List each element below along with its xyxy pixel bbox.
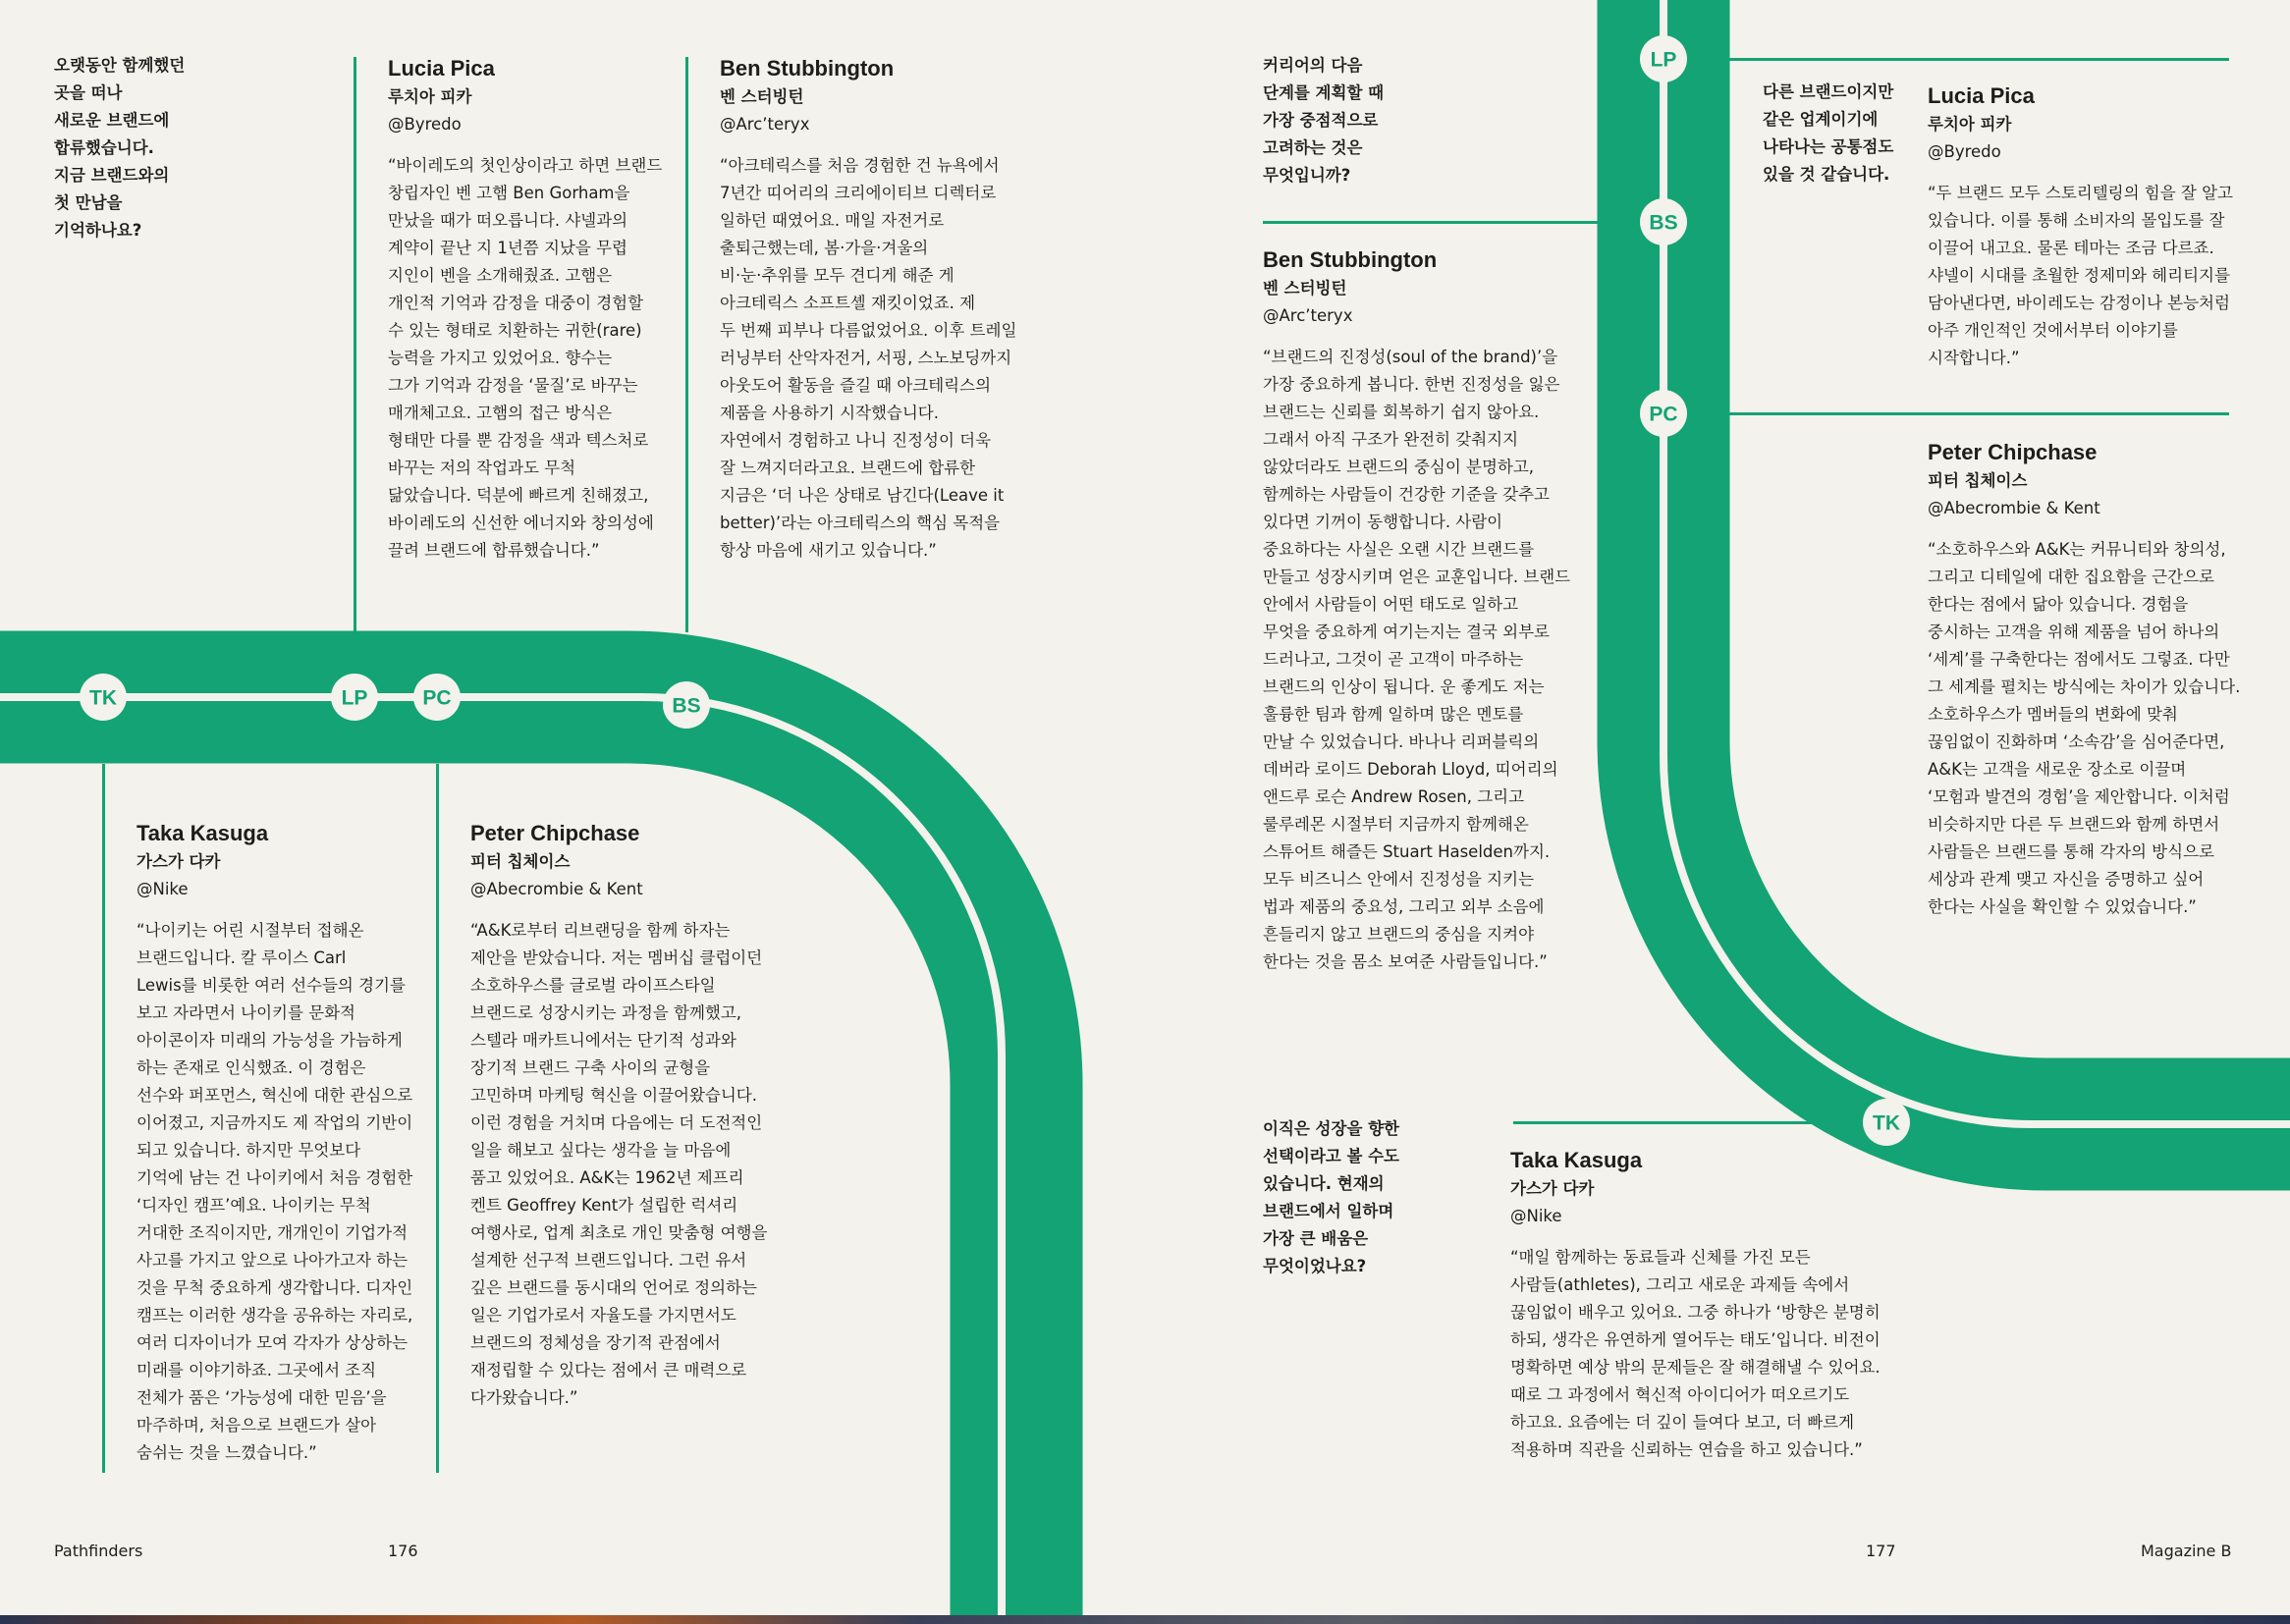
connector-ben-left <box>685 57 688 632</box>
person-name: Ben Stubbington <box>720 56 895 81</box>
footer-section-title: Pathfinders <box>54 1542 143 1560</box>
station-bs-left <box>663 681 710 729</box>
station-label-pc: PC <box>1649 403 1678 426</box>
quote-text: “브랜드의 진정성(soul of the brand)’을 가장 중요하게 봅니다. 한번 진정성을 잃은 브랜드는 신뢰를 회복하기 쉽지 않아요. 그래서 아직 구조가 완전히 갖춰지지 않았더라도 브랜드의 중심이 분명하고, 함께하는 사람들이 건강한 기준을 갖추고 있다면 기꺼이 동행합니다. 사람이 중요하다는 사실은 오랜 시간 브랜드를 만들고 성장시키며 얻은 교훈입니다. 브랜드 안에서 사람들이 어떤 태도로 일하고 무엇을 중요하게 여기는지는 결국 외부로 드러나고, 그것이 곧 고객이 마주하는 브랜드의 인상이 됩니다. 운 좋게도 저는 훌륭한 팀과 함께 일하며 많은 멘토를 만날 수 있었습니다. 바나나 리퍼블릭의 데버라 로이드 Deborah Lloyd, 띠어리의 앤드루 로슨 Andrew Rosen, 그리고 룰루레몬 시절부터 지금까지 함께해온 스튜어트 해즐든 Stuart Haselden까지. 모두 비즈니스 안에서 진정성을 지키는 법과 제품의 중요성, 그리고 외부 소음에 흔들리지 않고 브랜드의 중심을 지켜야 한다는 것을 몸소 보여준 사람들입니다.” <box>1263 348 1571 971</box>
station-pc-left <box>413 674 461 721</box>
station-label-lp: LP <box>341 686 368 710</box>
profile-peter-chipchase-right <box>1928 438 2262 921</box>
person-korean-name: 피터 칩체이스 <box>1928 471 2028 490</box>
profile-lucia-pica-left <box>388 54 682 565</box>
station-label-tk: TK <box>89 686 117 710</box>
person-name: Peter Chipchase <box>470 821 640 845</box>
person-korean-name: 피터 칩체이스 <box>470 852 571 871</box>
page-number-right: 177 <box>1866 1542 1896 1560</box>
person-korean-name: 벤 스터빙턴 <box>1263 279 1347 298</box>
person-korean-name: 벤 스터빙턴 <box>720 87 804 106</box>
station-label-pc: PC <box>422 686 452 710</box>
person-korean-name: 가스가 다카 <box>1510 1179 1595 1198</box>
quote-text: “아크테릭스를 처음 경험한 건 뉴욕에서 7년간 띠어리의 크리에이티브 디렉터로 일하던 때였어요. 매일 자전거로 출퇴근했는데, 봄·가을·겨울의 비·눈·추위를 모두 견디게 해준 게 아크테릭스 소프트셸 재킷이었죠. 제 두 번째 피부나 다름없었어요. 이후 트레일 러닝부터 산악자전거, 서핑, 스노보딩까지 아웃도어 활동을 즐길 때 아크테릭스의 제품을 사용하기 시작했습니다. 자연에서 경험하고 나니 진정성이 더욱 잘 느껴지더라고요. 브랜드에 합류한 지금은 ‘더 나은 상태로 남긴다(Leave it better)’라는 아크테릭스의 핵심 목적을 항상 마음에 새기고 있습니다.” <box>720 156 1017 560</box>
person-name: Peter Chipchase <box>1928 440 2098 464</box>
station-label-bs: BS <box>1649 211 1678 235</box>
profile-taka-kasuga-left <box>136 819 431 1467</box>
person-brand: @Nike <box>1510 1207 1562 1225</box>
question-commonality: 다른 브랜드이지만 같은 업계이기에 나타나는 공통점도 있을 것 같습니다. <box>1763 82 1894 184</box>
profile-lucia-pica-right <box>1928 81 2262 372</box>
station-label-tk: TK <box>1873 1111 1900 1135</box>
profile-ben-stubbington-right <box>1263 245 1587 976</box>
connector-taka-right <box>1513 1121 1823 1124</box>
connector-lucia-right <box>1728 58 2229 61</box>
connector-peter-left <box>436 764 439 1473</box>
connector-ben-right <box>1263 221 1601 224</box>
station-lp-right <box>1640 35 1687 82</box>
person-korean-name: 루치아 피카 <box>388 87 472 106</box>
person-name: Taka Kasuga <box>136 821 269 845</box>
person-brand: @Byredo <box>1928 142 2001 161</box>
quote-text: “A&K로부터 리브랜딩을 함께 하자는 제안을 받았습니다. 저는 멤버십 클럽이던 소호하우스를 글로벌 라이프스타일 브랜드로 성장시키는 과정을 함께했고, 스텔라 매카트니에서는 단기적 성과와 장기적 브랜드 구축 사이의 균형을 고민하며 마케팅 혁신을 이끌어왔습니다. 이런 경험을 거치며 다음에는 더 도전적인 일을 해보고 싶다는 생각을 늘 마음에 품고 있었어요. A&K는 1962년 제프리 켄트 Geoffrey Kent가 설립한 럭셔리 여행사로, 업계 최초로 개인 맞춤형 여행을 설계한 선구적 브랜드입니다. 그런 유서 깊은 브랜드를 동시대의 언어로 정의하는 일은 기업가로서 자율도를 가지면서도 브랜드의 정체성을 장기적 관점에서 재정립할 수 있다는 점에서 큰 매력으로 다가왔습니다.” <box>470 921 768 1407</box>
question-next-step: 커리어의 다음 단계를 계획할 때 가장 중점적으로 고려하는 것은 무엇입니까? <box>1263 56 1385 185</box>
quote-text: “두 브랜드 모두 스토리텔링의 힘을 잘 알고 있습니다. 이를 통해 소비자의 몰입도를 잘 이끌어 내고요. 물론 테마는 조금 다르죠. 샤넬이 시대를 초월한 정제미와 헤리티지를 담아낸다면, 바이레도는 감정이나 본능처럼 아주 개인적인 것에서부터 이야기를 시작합니다.” <box>1928 184 2233 367</box>
person-brand: @Byredo <box>388 115 462 134</box>
quote-text: “나이키는 어린 시절부터 접해온 브랜드입니다. 칼 루이스 Carl Lewis를 비롯한 여러 선수들의 경기를 보고 자라면서 나이키를 문화적 아이콘이자 미래의 가능성을 가늠하게 하는 존재로 인식했죠. 이 경험은 선수와 퍼포먼스, 혁신에 대한 관심으로 이어졌고, 지금까지도 제 작업의 기반이 되고 있습니다. 하지만 무엇보다 기억에 남는 건 나이키에서 처음 경험한 ‘디자인 캠프’예요. 나이키는 무척 거대한 조직이지만, 개개인이 기업가적 사고를 가지고 앞으로 나아가고자 하는 것을 무척 중요하게 생각합니다. 디자인 캠프는 이러한 생각을 공유하는 자리로, 여러 디자이너가 모여 각자가 상상하는 미래를 이야기하죠. 그곳에서 조직 전체가 품은 ‘가능성에 대한 믿음’을 마주하며, 처음으로 브랜드가 살아 숨쉬는 것을 느꼈습니다.” <box>136 921 413 1462</box>
person-brand: @Nike <box>136 880 189 898</box>
station-tk-right <box>1863 1099 1910 1146</box>
station-bs-right <box>1640 198 1687 245</box>
quote-text: “소호하우스와 A&K는 커뮤니티와 창의성, 그리고 디테일에 대한 집요함을 근간으로 한다는 점에서 닮아 있습니다. 경험을 중시하는 고객을 위해 제품을 넘어 하나의 ‘세계’를 구축한다는 점에서도 그렇죠. 다만 그 세계를 펼치는 방식에는 차이가 있습니다. 소호하우스가 멤버들의 변화에 맞춰 끊임없이 진화하며 ‘소속감’을 심어준다면, A&K는 고객을 새로운 장소로 이끌며 ‘모험과 발견의 경험’을 제안합니다. 이처럼 비슷하지만 다른 두 브랜드와 함께 하면서 사람들은 브랜드를 통해 각자의 방식으로 세상과 관계 맺고 자신을 증명하고 싶어 한다는 사실을 확인할 수 있었습니다.” <box>1928 540 2241 916</box>
person-name: Ben Stubbington <box>1263 247 1438 272</box>
profile-peter-chipchase-left <box>470 819 794 1412</box>
connector-peter-right <box>1728 412 2229 415</box>
station-lp-left <box>331 674 378 721</box>
station-label-lp: LP <box>1650 48 1677 72</box>
person-korean-name: 루치아 피카 <box>1928 115 2012 134</box>
quote-text: “바이레도의 첫인상이라고 하면 브랜드 창립자인 벤 고햄 Ben Gorham을 만났을 때가 떠오릅니다. 샤넬과의 계약이 끝난 지 1년쯤 지났을 무렵 지인이 벤을 소개해줬죠. 고햄은 개인적 기억과 감정을 대중이 경험할 수 있는 형태로 치환하는 귀한(rare) 능력을 가지고 있었어요. 향수는 그가 기억과 감정을 ‘물질’로 바꾸는 매개체고요. 고햄의 접근 방식은 형태만 다를 뿐 감정을 색과 텍스처로 바꾸는 저의 작업과도 무척 닮았습니다. 덕분에 빠르게 친해졌고, 바이레도의 신선한 에너지와 창의성에 끌려 브랜드에 합류했습니다.” <box>388 156 663 560</box>
profile-ben-stubbington-left <box>720 54 1044 565</box>
person-brand: @Arc’teryx <box>1263 306 1353 325</box>
station-tk-left <box>80 674 127 721</box>
quote-text: “매일 함께하는 동료들과 신체를 가진 모든 사람들(athletes), 그리고 새로운 과제들 속에서 끊임없이 배우고 있어요. 그중 하나가 ‘방향은 분명히 하되, 생각은 유연하게 열어두는 태도’입니다. 비전이 명확하면 예상 밖의 문제들은 잘 해결해낼 수 있어요. 때로 그 과정에서 혁신적 아이디어가 떠오르기도 하고요. 요즘에는 더 깊이 들여다 보고, 더 빠르게 적용하며 직관을 신뢰하는 연습을 하고 있습니다.” <box>1510 1248 1881 1459</box>
question-first-meeting: 오랫동안 함께했던 곳을 떠나 새로운 브랜드에 합류했습니다. 지금 브랜드와의 첫 만남을 기억하나요? <box>54 56 186 240</box>
question-biggest-lesson: 이직은 성장을 향한 선택이라고 볼 수도 있습니다. 현재의 브랜드에서 일하며 가장 큰 배움은 무엇이었나요? <box>1263 1119 1400 1275</box>
connector-lucia-left <box>354 57 356 632</box>
person-brand: @Abecrombie & Kent <box>1928 499 2100 517</box>
station-pc-right <box>1640 390 1687 437</box>
person-korean-name: 가스가 다카 <box>136 852 221 871</box>
person-name: Lucia Pica <box>1928 83 2035 108</box>
person-name: Lucia Pica <box>388 56 495 81</box>
station-label-bs: BS <box>672 694 701 718</box>
bottom-color-strip <box>0 1615 2290 1624</box>
page-number-left: 176 <box>388 1542 418 1560</box>
person-name: Taka Kasuga <box>1510 1148 1643 1172</box>
connector-taka-left <box>102 764 105 1473</box>
footer-magazine-title: Magazine B <box>2141 1542 2232 1560</box>
person-brand: @Abecrombie & Kent <box>470 880 643 898</box>
person-brand: @Arc’teryx <box>720 115 810 134</box>
profile-taka-kasuga-right <box>1510 1146 1903 1464</box>
